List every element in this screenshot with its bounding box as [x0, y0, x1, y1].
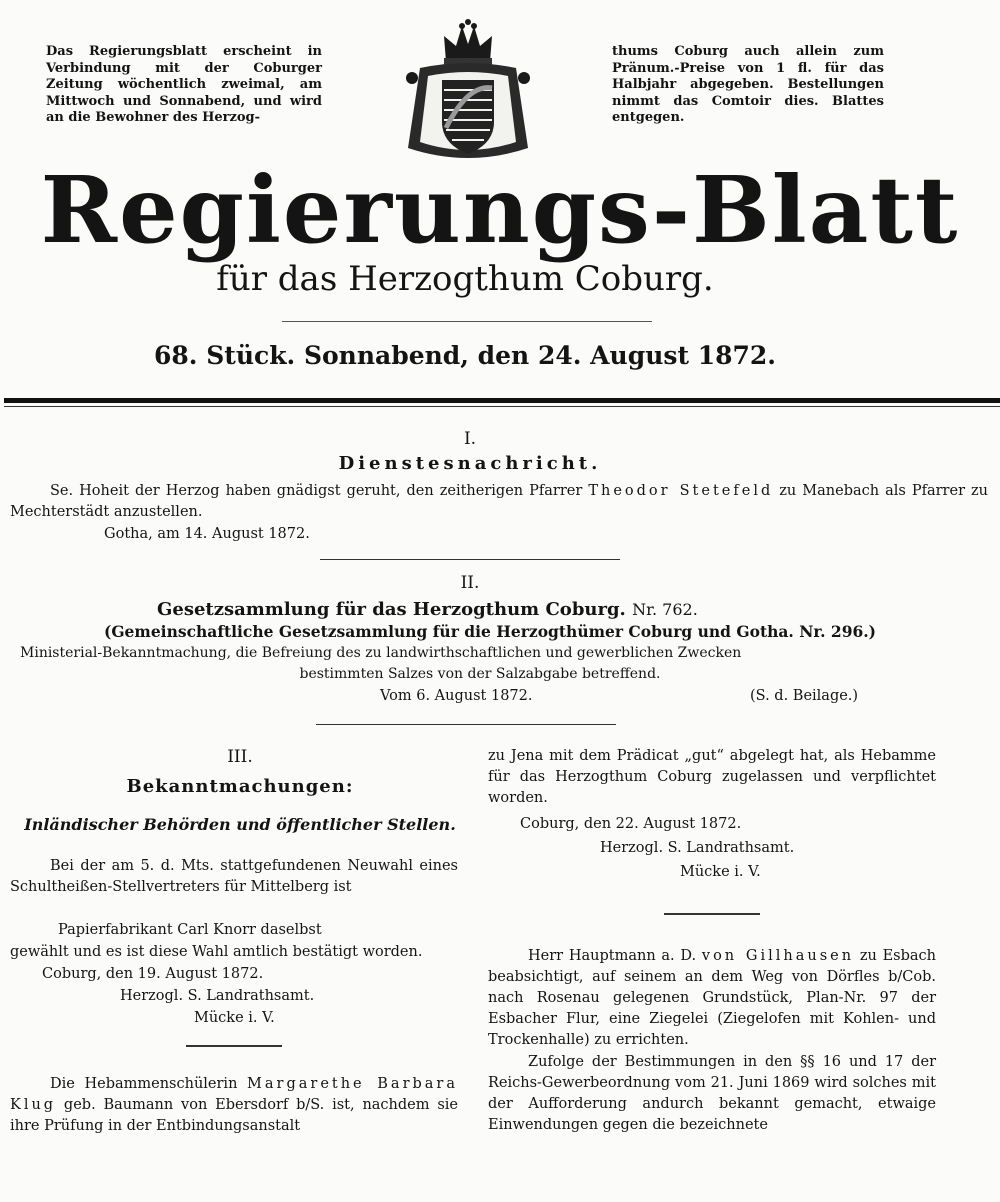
- header-rule-thin: [4, 406, 1000, 407]
- section-1-text-a: Se. Hoheit der Herzog haben gnädigst geruht, den zeitherigen Pfarrer: [50, 483, 589, 499]
- section-1-text: [10, 481, 988, 523]
- header-notice-left: Das Regierungsblatt erscheint in Verbindung mit der Coburger Zeitung wöchentlich zweimal, am Mittwoch und Sonnabend, und wird an die Bewohner des Herzog-: [46, 44, 322, 125]
- notice-1-text: Bei der am 5. d. Mts. stattgefundenen Neuwahl eines Schultheißen-Stellvertreters für Mittelberg ist: [10, 858, 458, 895]
- section-3-subheading: Inländischer Behörden und öffentlicher Stellen.: [24, 815, 456, 834]
- notice-2-sign: Mücke i. V.: [680, 864, 761, 880]
- section-1-text-b: zu Manebach als Pfarrer zu Mechterstädt anzustellen.: [10, 483, 989, 520]
- header-notice-right: thums Coburg auch allein zum Pränum.-Preise von 1 fl. für das Halbjahr abgegeben. Bestellungen nimmt das Comtoir dies. Blattes entgegen.: [612, 44, 884, 125]
- notice-2-date: Coburg, den 22. August 1872.: [520, 816, 742, 832]
- section-2-heading-nr: Nr. 762.: [632, 600, 698, 619]
- section-2-line4: bestimmten Salzes von der Salzabgabe betreffend.: [299, 666, 661, 682]
- section-2-date: Vom 6. August 1872.: [380, 688, 533, 704]
- notice-1-office: Herzogl. S. Landrathsamt.: [120, 988, 315, 1004]
- notice-2-text: [10, 1074, 458, 1137]
- notice-2-text-a: Die Hebammenschülerin: [50, 1076, 248, 1092]
- section-3-numeral: III.: [227, 747, 253, 767]
- section-3-heading: Bekanntmachungen:: [126, 776, 354, 797]
- section-2-line3: Ministerial-Bekanntmachung, die Befreiung des zu landwirthschaftlichen und gewerblichen Zwecken: [20, 645, 742, 661]
- crest-icon: [400, 18, 536, 166]
- section-1-heading: Dienstesnachricht.: [338, 453, 602, 474]
- section-1-numeral: I.: [463, 429, 477, 449]
- section-2-numeral: II.: [460, 573, 480, 593]
- separator: [316, 724, 616, 725]
- section-2-heading: [157, 598, 698, 622]
- separator: [186, 1045, 282, 1047]
- notice-2-name: Margarethe Barbara Klug: [10, 1076, 458, 1113]
- separator: [320, 559, 620, 560]
- notice-3-text-a: Herr Hauptmann a. D.: [528, 948, 702, 964]
- notice-1-sign: Mücke i. V.: [194, 1010, 275, 1026]
- notice-2-office: Herzogl. S. Landrathsamt.: [600, 840, 795, 856]
- notice-1-date: Coburg, den 19. August 1872.: [42, 966, 264, 982]
- notice-1-person: Papierfabrikant Carl Knorr daselbst: [58, 922, 322, 938]
- notice-3-text-b: zu Esbach beabsichtigt, auf seinem an dem Weg von Dörfles b/Cob. nach Rosenau gelegenen Grundstück, Plan-Nr. 97 der Esbacher Flur, eine Ziegelei (Ziegelofen mit Kohlen- und Trockenhalle) zu errichten.: [488, 948, 936, 1048]
- notice-1-text2: gewählt und es ist diese Wahl amtlich bestätigt worden.: [10, 944, 423, 960]
- section-2-heading-text: Gesetzsammlung für das Herzogthum Coburg.: [157, 599, 626, 620]
- section-1-dateline: Gotha, am 14. August 1872.: [104, 526, 310, 542]
- notice-3-name: von Gillhausen: [701, 948, 855, 964]
- issue-line: 68. Stück. Sonnabend, den 24. August 1872.: [154, 341, 776, 370]
- masthead-rule: [282, 321, 652, 322]
- section-2-line2: (Gemeinschaftliche Gesetzsammlung für die Herzogthümer Coburg und Gotha. Nr. 296.): [103, 622, 877, 641]
- masthead-title: Regierungs-Blatt: [40, 156, 960, 264]
- masthead-subtitle: für das Herzogthum Coburg.: [216, 259, 714, 299]
- notice-2-continued: zu Jena mit dem Prädicat „gut“ abgelegt hat, als Hebamme für das Herzogthum Coburg zugelassen und verpflichtet worden.: [488, 748, 936, 806]
- section-1-name: Theodor Stetefeld: [588, 483, 774, 499]
- header-rule-thick: [4, 398, 1000, 403]
- notice-2-text-b: geb. Baumann von Ebersdorf b/S. ist, nachdem sie ihre Prüfung in der Entbindungsanstalt: [10, 1097, 458, 1134]
- separator: [664, 913, 760, 915]
- notice-3-para2: Zufolge der Bestimmungen in den §§ 16 und 17 der Reichs-Gewerbeordnung vom 21. Juni 1869 wird solches mit der Aufforderung andurch bekannt gemacht, etwaige Einwendungen gegen die bezeichnete: [488, 1054, 936, 1133]
- notice-3-text: [488, 946, 936, 1051]
- section-2-note: (S. d. Beilage.): [750, 688, 859, 704]
